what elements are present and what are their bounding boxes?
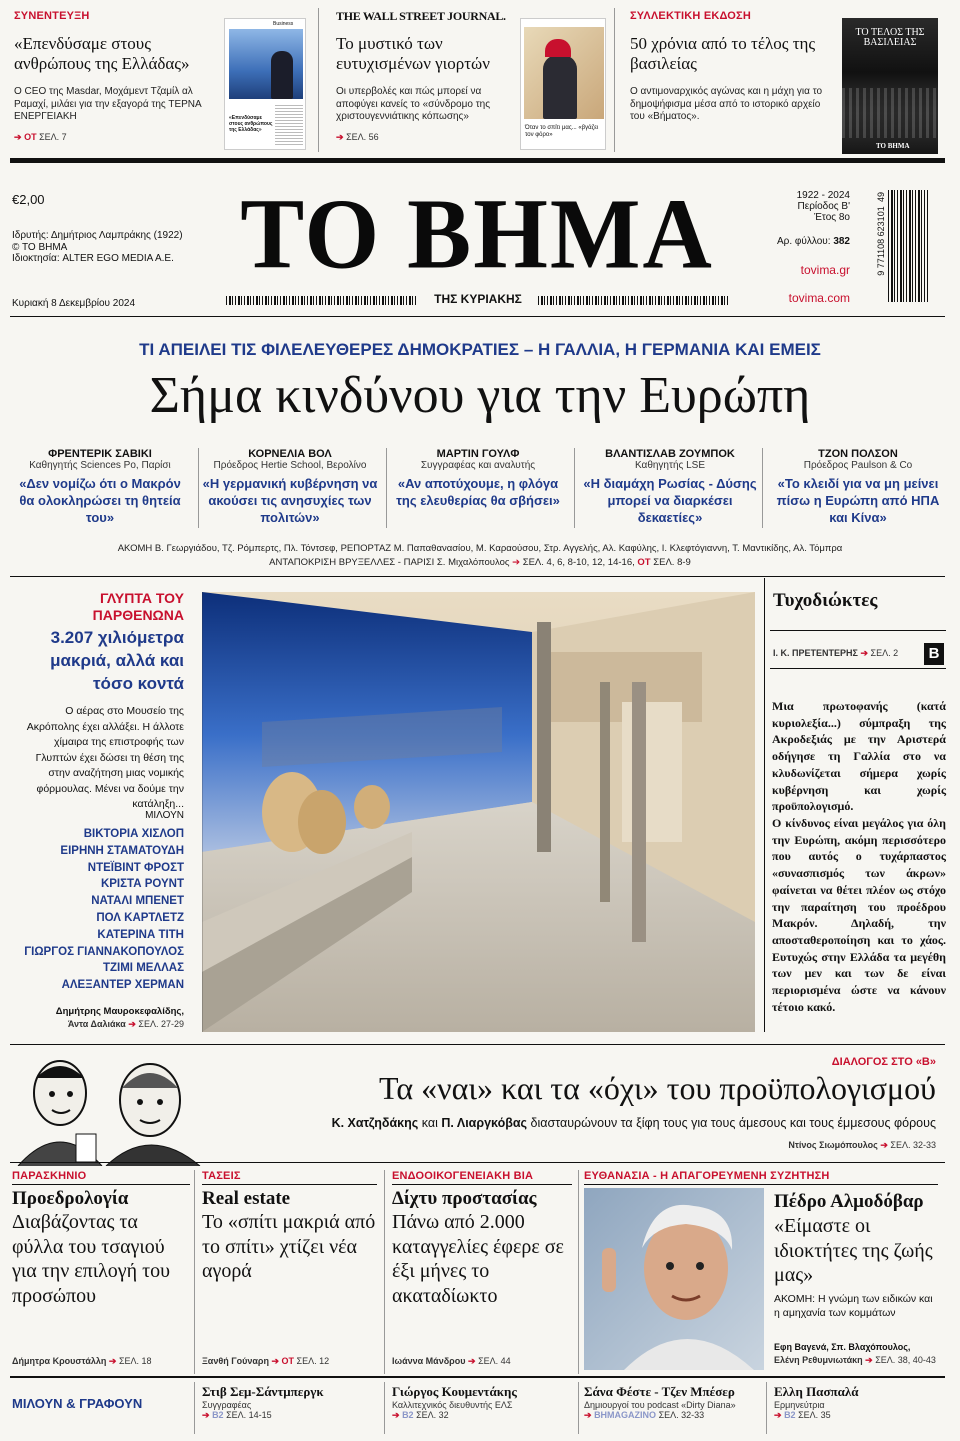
columnist-role: Καθηγητής LSE (634, 460, 706, 471)
budget-kicker: ΔΙΑΛΟΓΟΣ ΣΤΟ «Β» (831, 1056, 936, 1068)
promo-pageref[interactable] (14, 132, 67, 143)
author: Ιωάννα Μάνδρου (392, 1356, 466, 1366)
divider (318, 8, 319, 152)
columnist-name: ΚΟΡΝΕΛΙΑ ΒΟΛ (248, 448, 332, 460)
divider (584, 1184, 938, 1185)
arrow-icon: ➔ (14, 132, 22, 142)
speaker-name: ΠΟΛ ΚΑΡΤΛΕΤΖ (96, 911, 184, 924)
page-number: ΣΕΛ. 27-29 (138, 1019, 184, 1029)
issue-label: Αρ. φύλλου: (777, 236, 831, 247)
page-number: ΣΕΛ. 14-15 (226, 1410, 272, 1420)
arrow-icon: ➔ (880, 1140, 888, 1150)
editorial-pageref[interactable] (773, 648, 898, 659)
arrow-icon: ➔ (584, 1410, 592, 1420)
editorial-title[interactable]: Τυχοδιώκτες (773, 590, 878, 611)
author: Ι. Κ. ΠΡΕΤΕΝΤΕΡΗΣ (773, 648, 858, 658)
budget-pageref[interactable] (600, 1140, 936, 1151)
footer-role: Δημιουργοί του podcast «Dirty Diana» (584, 1400, 736, 1410)
story-kicker: ΕΝΔΟΟΙΚΟΓΕΝΕΙΑΚΗ ΒΙΑ (392, 1170, 534, 1182)
speaker-name: ΤΖΙΜΙ ΜΕΛΛΑΣ (102, 962, 184, 975)
divider (194, 1170, 195, 1374)
columnist-name: ΦΡΕΝΤΕΡΙΚ ΣΑΒΙΚΙ (48, 448, 152, 460)
columnist-role: Συγγραφέας και αναλυτής (420, 460, 536, 471)
conjunction: και (421, 1116, 438, 1130)
columnist[interactable] (10, 448, 190, 526)
year-number: Έτος 8ο (814, 212, 850, 223)
story-title: Προεδρολογία (12, 1188, 129, 1209)
caricature-drawing (10, 1048, 208, 1166)
story-sub: «Είμαστε οι ιδιοκτήτες της ζωής μας» (774, 1215, 933, 1286)
deck-text: διασταυρώνουν τα ξίφη τους για τους άμεσους και τους έμμεσους φόρους (530, 1116, 936, 1130)
footer-pageref (584, 1410, 764, 1421)
story-pageref[interactable] (392, 1356, 511, 1367)
santa-hat (545, 39, 571, 57)
arrow-icon: ➔ (860, 648, 868, 658)
footer-label: ΜΙΛΟΥΝ & ΓΡΑΦΟΥΝ (12, 1396, 143, 1411)
promo-kicker: ΣΥΛΛΕΚΤΙΚΗ ΕΚΔΟΣΗ (630, 10, 752, 22)
issue-date: Κυριακή 8 Δεκεμβρίου 2024 (12, 298, 136, 309)
footer-item[interactable] (774, 1384, 944, 1421)
story-title: Δίχτυ προστασίας (392, 1188, 537, 1209)
divider (770, 630, 946, 631)
columnist[interactable] (200, 448, 380, 526)
columnist-name: ΒΛΑΝΤΙΣΛΑΒ ΖΟΥΜΠΟΚ (605, 448, 735, 460)
promo-strip (0, 0, 960, 158)
masthead-logo[interactable]: ΤΟ ΒΗΜΑ (240, 177, 714, 290)
wsj-logo: THE WALL STREET JOURNAL. (336, 9, 506, 23)
footer-name: Ελλη Πασπαλά (774, 1384, 859, 1399)
barcode-bars (888, 190, 928, 302)
section-tag: B2 (784, 1410, 796, 1420)
arrow-icon: ➔ (202, 1410, 210, 1420)
columnist-quote: «Η γερμανική κυβέρνηση να ακούσει τις ανησυχίες των πολιτών» (202, 476, 378, 525)
page-number: ΣΕΛ. 44 (478, 1356, 511, 1366)
footer-role: Καλλιτεχνικός διευθυντής ΕΛΣ (392, 1400, 513, 1410)
divider (386, 448, 387, 528)
author: Ντίνος Σιωμόπουλος (788, 1140, 878, 1150)
thumb-textlines (275, 105, 303, 145)
divider (198, 448, 199, 528)
page-number: ΣΕΛ. 7 (39, 132, 67, 142)
person-figure (543, 55, 577, 119)
lead-credits: ΑΚΟΜΗ Β. Γεωργιάδου, Τζ. Ρόμπερτς, Πλ. Τόντσεφ, ΡΕΠΟΡΤΑΖ Μ. Παπαθανασίου, Μ. Καραούσου, Στρ. Αγγελής, Αλ. Καφύλης, Ι. Κλεφτόγιαννη, Τ. Μαντικίδης, Αλ. Τόμπρα (117, 543, 843, 554)
speaker-name: ΚΡΙΣΤΑ ΡΟΥΝΤ (100, 878, 184, 891)
sculptures-authors: Δημήτρης Μαυροκεφαλίδης, (55, 1006, 184, 1017)
speaker-name: ΚΑΤΕΡΙΝΑ ΤΙΤΗ (97, 928, 184, 941)
section-tag: B2 (212, 1410, 224, 1420)
columnist-row (10, 448, 945, 540)
museum-photo[interactable] (202, 592, 755, 1032)
promo-text: Ο αντιμοναρχικός αγώνας και η μάχη για το δημοψήφισμα μέσα από το ιστορικό αρχείο του «Βήματος». (630, 86, 823, 122)
arrow-icon: ➔ (512, 557, 521, 568)
price: €2,00 (12, 192, 45, 207)
story-extra: ΑΚΟΜΗ: Η γνώμη των ειδικών και η αμηχανία των κομμάτων (774, 1293, 933, 1319)
arrow-icon: ➔ (468, 1356, 476, 1366)
footer-name: Γιώργος Κουμεντάκης (392, 1384, 517, 1399)
divider (10, 1376, 945, 1378)
story-card[interactable] (584, 1170, 938, 1370)
arrow-icon: ➔ (336, 132, 344, 142)
divider (770, 668, 946, 669)
columnist-name: ΜΑΡΤΙΝ ΓΟΥΛΦ (436, 448, 520, 460)
promo-thumbnail[interactable] (224, 18, 306, 150)
columnist-role: Καθηγητής Sciences Po, Παρίσι (29, 460, 171, 471)
period: Περίοδος Β' (797, 201, 850, 212)
speaker-name: ΝΑΤΑΛΙ ΜΠΕΝΕΤ (91, 895, 184, 908)
barcode (862, 190, 934, 302)
divider (384, 1170, 385, 1374)
arrow-icon: ➔ (108, 1356, 117, 1366)
person-name: Π. Λιαργκόβας (441, 1116, 528, 1130)
person-silhouette (271, 51, 293, 99)
years: 1922 - 2024 (796, 190, 850, 201)
promo-thumbnail[interactable] (520, 18, 606, 150)
columnist[interactable] (580, 448, 760, 526)
divider (10, 1162, 945, 1163)
footer-name: Σάνα Φέστε - Τζεν Μπέσερ (584, 1384, 735, 1399)
story-sub: Το «σπίτι μακριά από το σπίτι» χτίζει νέα αγορά (202, 1211, 376, 1282)
issue-value: 382 (833, 236, 850, 247)
divider (12, 1184, 190, 1185)
divider (762, 448, 763, 528)
budget-deck (210, 1116, 936, 1130)
barcode-digits: 9 771108 623101 (876, 206, 886, 276)
columnist-quote: «Αν αποτύχουμε, η φλόγα της ελευθερίας θα σβήσει» (396, 476, 560, 508)
divider (202, 1184, 377, 1185)
footer-name: Στιβ Σεμ-Σάντμπεργκ (202, 1384, 324, 1399)
page-number: ΣΕΛ. 32 (416, 1410, 449, 1420)
cover-logo: ΤΟ ΒΗΜΑ (876, 142, 910, 150)
author: Ξανθή Γούναρη (202, 1356, 269, 1366)
page-number: ΣΕΛ. 32-33 (658, 1410, 705, 1420)
footer-pageref (774, 1410, 944, 1421)
divider (10, 316, 945, 317)
thumb-quote: «Επενδύσαμε στους ανθρώπους της Ελλάδας» (229, 115, 273, 133)
barcode-issue: 49 (876, 191, 887, 203)
arrow-icon: ➔ (392, 1410, 400, 1420)
story-kicker: ΠΑΡΑΣΚΗΝΙΟ (12, 1170, 87, 1182)
divider (764, 578, 765, 1032)
masthead-rule-left (226, 296, 418, 305)
portrait (584, 1188, 764, 1370)
page-number: ΣΕΛ. 38, 40-43 (875, 1355, 936, 1365)
speaker-name: ΓΙΩΡΓΟΣ ΓΙΑΝΝΑΚΟΠΟΥΛΟΣ (24, 945, 184, 958)
cover-title: ΤΟ ΤΕΛΟΣ ΤΗΣ ΒΑΣΙΛΕΙΑΣ (855, 27, 925, 48)
columnist[interactable] (768, 448, 948, 526)
sculptures-kicker: ΓΛΥΠΤΑ ΤΟΥ ΠΑΡΘΕΝΩΝΑ (92, 590, 184, 623)
footer-role: Ερμηνεύτρια (774, 1400, 825, 1410)
footer-pageref (392, 1410, 572, 1421)
site-link[interactable]: tovima.com (788, 291, 850, 305)
columnist-quote: «Το κλειδί για να μη μείνει πίσω η Ευρώπη από ΗΠΑ και Κίνα» (776, 476, 940, 525)
budget-headline[interactable]: Τα «ναι» και τα «όχι» του προϋπολογισμού (379, 1070, 936, 1106)
arrow-icon: ➔ (128, 1019, 136, 1029)
columnist-role: Πρόεδρος Hertie School, Βερολίνο (213, 460, 367, 471)
promo-pageref[interactable] (336, 132, 379, 143)
speaker-name: ΕΙΡΗΝΗ ΣΤΑΜΑΤΟΥΔΗ (60, 844, 184, 857)
divider (578, 1170, 579, 1374)
owner: Ιδιοκτησία: ALTER EGO MEDIA A.E. (12, 253, 174, 264)
caricature (10, 1048, 208, 1166)
promo-title[interactable]: «Επενδύσαμε στους ανθρώπους της Ελλάδας» (14, 34, 190, 73)
story-kicker: ΤΑΣΕΙΣ (202, 1170, 241, 1182)
sculptures-text: Ο αέρας στο Μουσείο της Ακρόπολης έχει αλλάξει. Η άλλοτε χίμαιρα της επιστροφής των Γλυπτών έχει δώσει τη θέση της στην αναζήτηση μιας νομικής φόρμουλας. Μένει να δούμε την κατάληξη... (26, 705, 184, 810)
lead-overline: ΤΙ ΑΠΕΙΛΕΙ ΤΙΣ ΦΙΛΕΛΕΥΘΕΡΕΣ ΔΗΜΟΚΡΑΤΙΕΣ – Η ΓΑΛΛΙΑ, Η ΓΕΡΜΑΝΙΑ ΚΑΙ ΕΜΕΙΣ (139, 340, 821, 359)
footer-item[interactable] (392, 1384, 572, 1421)
columnist-quote: «Δεν νομίζω ότι ο Μακρόν θα ολοκληρώσει τη θητεία του» (19, 476, 181, 525)
founder: Ιδρυτής: Δημήτριος Λαμπράκης (1922) (12, 230, 183, 241)
section-tag: B2 (402, 1410, 414, 1420)
divider (574, 448, 575, 528)
thumb-caption: Όταν το σπίτι μας... «βγάζει τον φόρο» (525, 125, 599, 138)
story-pageref[interactable] (774, 1355, 936, 1366)
divider (194, 1382, 195, 1434)
columnist-name: ΤΖΟΝ ΠΟΛΣΟΝ (818, 448, 898, 460)
story-sub: Πάνω από 2.000 καταγγελίες έφερε σε έξι μήνες το ακαταδίωκτο (392, 1211, 564, 1307)
page-number: ΣΕΛ. 18 (118, 1356, 152, 1366)
promo-title[interactable]: 50 χρόνια από το τέλος της βασιλείας (630, 34, 816, 73)
author: Εφη Βαγενά, Σπ. Βλαχόπουλος, (774, 1342, 911, 1352)
person-name: Κ. Χατζηδάκης (331, 1116, 419, 1130)
lead-credits-2 (0, 557, 960, 568)
sculptures-headline[interactable]: 3.207 χιλιόμετρα μακριά, αλλά και τόσο κοντά (50, 628, 184, 693)
section-tag: ΟΤ (24, 132, 37, 142)
arrow-icon: ➔ (271, 1356, 280, 1366)
promo-text: Οι υπερβολές και πώς μπορεί να αποφύγει κανείς το «σύνδρομο της χριστουγεννιάτικης κόπωσης» (336, 86, 491, 122)
page-number[interactable]: ΣΕΛ. 4, 6, 8-10, 12, 14-16, (522, 557, 635, 568)
promo-title[interactable]: Το μυστικό των ευτυχισμένων γιορτών (336, 34, 490, 73)
page-number[interactable]: ΣΕΛ. 8-9 (653, 557, 691, 568)
speaker-name: ΒΙΚΤΟΡΙΑ ΧΙΣΛΟΠ (83, 828, 184, 840)
footer-item[interactable] (584, 1384, 764, 1421)
masthead-subtitle: ΤΗΣ ΚΥΡΙΑΚΗΣ (434, 292, 522, 306)
speaker-name: ΑΛΕΞΑΝΤΕΡ ΧΕΡΜΑΝ (61, 979, 184, 992)
editorial-text: Ο κίνδυνος είναι μεγάλος για όλη την Ευρώπη, ακόμη περισσότερο που αυτός ο τυχάρπαστος «συνασπισμός των άκρων» φαίνεται να θέτει πλέον ως στόχο την παραίτηση του προέδρου Μακρόν. Δηλαδή, την αποσταθεροποίηση και το χάος. Ευτυχώς στην Ελλάδα τα μεγέθη των μεν και των δε είναι περιορισμένα ώστε να κάνουν τέτοιο κακό. (772, 816, 946, 1014)
footer-item[interactable] (202, 1384, 380, 1421)
arrow-icon: ➔ (774, 1410, 782, 1420)
promo-kicker: ΣΥΝΕΝΤΕΥΞΗ (14, 10, 90, 22)
section-tag: ΟΤ (281, 1356, 295, 1366)
story-pageref[interactable] (12, 1356, 152, 1367)
site-link[interactable]: tovima.gr (800, 263, 850, 277)
story-kicker: ΕΥΘΑΝΑΣΙΑ - Η ΑΠΑΓΟΡΕΥΜΕΝΗ ΣΥΖΗΤΗΣΗ (584, 1170, 830, 1182)
editorial-text: Μια πρωτοφανής (κατά κυριολεξία...) σύμπραξη της Ακροδεξιάς με την Αριστερά οδήγησε τη Γαλλία στο να κλυδωνίζεται σήμερα χωρίς κυβέρνηση και χωρίς προϋπολογισμό. (772, 699, 946, 814)
story-card[interactable] (392, 1170, 572, 1370)
speak-label: ΜΙΛΟΥΝ (145, 810, 184, 821)
section-tag: BHMAGAZINO (594, 1410, 657, 1420)
story-card[interactable] (12, 1170, 190, 1370)
story-title: Real estate (202, 1188, 291, 1209)
speaker-name: ΝΤΕΪΒΙΝΤ ΦΡΟΣΤ (87, 861, 184, 874)
divider (10, 576, 945, 577)
page-number: ΣΕΛ. 2 (870, 648, 899, 658)
collector-cover[interactable] (842, 18, 938, 154)
footer-pageref (202, 1410, 380, 1421)
page-number: ΣΕΛ. 35 (798, 1410, 831, 1420)
section-tag: ΟΤ (637, 557, 651, 568)
divider (10, 158, 945, 163)
author: Ελένη Ρεθυμνιωτάκη (774, 1355, 863, 1365)
museum-scene (202, 592, 755, 1032)
copyright: © ΤΟ ΒΗΜΑ (12, 242, 68, 253)
cover-crowd (842, 88, 938, 138)
divider (392, 1184, 572, 1185)
masthead-rule-right (538, 296, 730, 305)
thumb-label: Business (273, 21, 294, 27)
page-number: ΣΕΛ. 12 (296, 1356, 330, 1366)
almodovar-photo (584, 1188, 764, 1370)
issue-number (720, 236, 850, 247)
story-sub: Διαβάζοντας τα φύλλα του τσαγιού για την επιλογή του προσώπου (12, 1211, 171, 1307)
story-card[interactable] (202, 1170, 377, 1370)
divider (384, 1382, 385, 1434)
author: Δήμητρα Κρουστάλλη (12, 1356, 107, 1366)
sculptures-pageref[interactable] (14, 1019, 184, 1030)
arrow-icon: ➔ (865, 1355, 873, 1365)
correspondent: ΑΝΤΑΠΟΚΡΙΣΗ ΒΡΥΞΕΛΛΕΣ - ΠΑΡΙΣΙ Σ. Μιχαλόπουλος (269, 557, 510, 568)
divider (614, 8, 615, 152)
page-number: ΣΕΛ. 32-33 (890, 1140, 936, 1150)
page-number: ΣΕΛ. 56 (346, 132, 379, 142)
section-b-badge: B (924, 643, 944, 665)
divider (578, 1382, 579, 1434)
columnist[interactable] (388, 448, 568, 509)
footer-role: Συγγραφέας (202, 1400, 252, 1410)
promo-text: Ο CEO της Masdar, Μοχάμεντ Τζαμίλ αλ Ραμαχί, μιλάει για την εξαγορά της ΤΕΡΝΑ ΕΝΕΡΓΕΙΑΚΗ (14, 86, 202, 122)
author: Άντα Δαλιάκα (67, 1019, 126, 1029)
divider (766, 1382, 767, 1434)
story-title: Πέδρο Αλμοδόβαρ (774, 1191, 924, 1212)
columnist-quote: «Η διαμάχη Ρωσίας - Δύσης μπορεί να διαρκέσει δεκαετίες» (583, 476, 757, 525)
speakers-list (10, 826, 184, 994)
columnist-role: Πρόεδρος Paulson & Co (803, 460, 913, 471)
story-pageref[interactable] (202, 1356, 329, 1367)
lead-headline[interactable]: Σήμα κινδύνου για την Ευρώπη (149, 367, 811, 424)
divider (10, 1044, 945, 1045)
